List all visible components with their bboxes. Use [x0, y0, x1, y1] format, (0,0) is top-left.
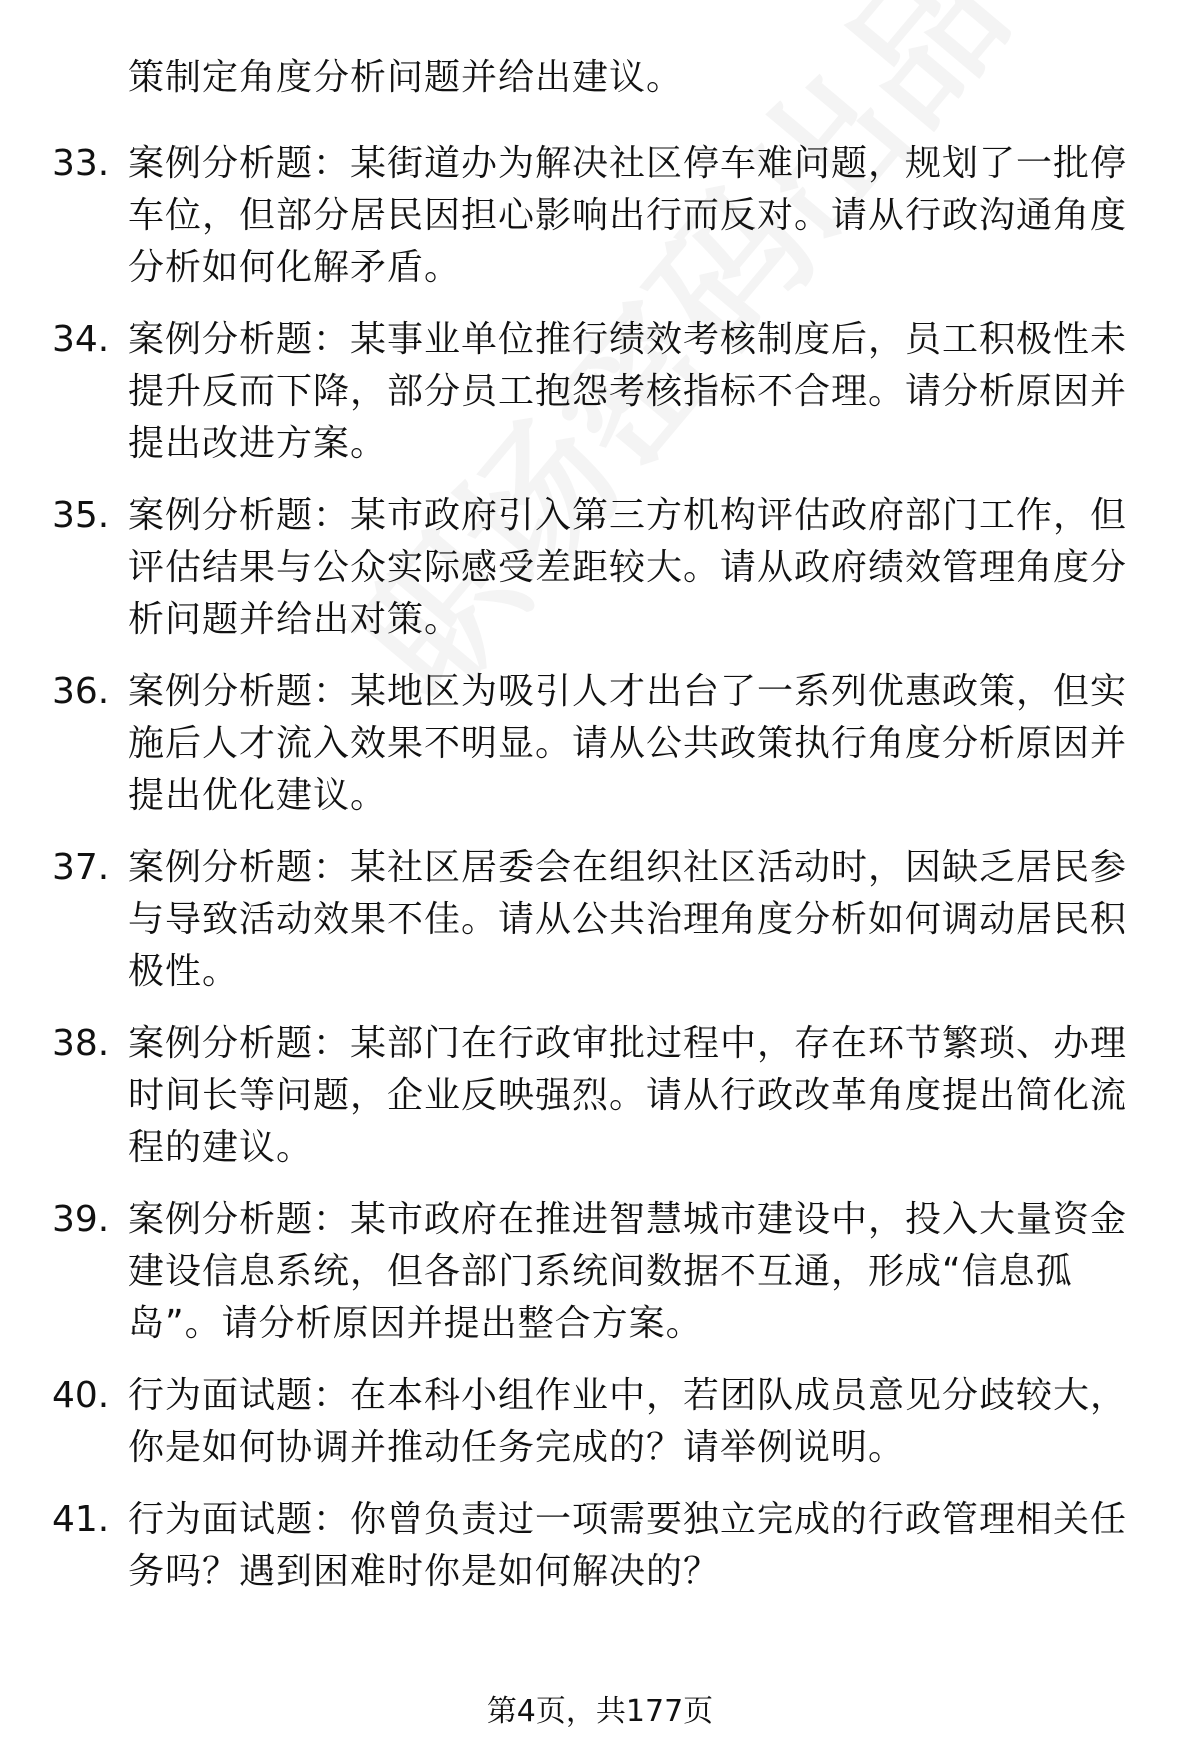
- continuation-text: 策制定角度分析问题并给出建议。: [128, 57, 684, 98]
- question-text: 案例分析题：某事业单位推行绩效考核制度后，员工积极性未提升反而下降，部分员工抱怨考核指标不合理。请分析原因并提出改进方案。: [128, 319, 1128, 464]
- question-item-33: [0, 138, 1200, 294]
- question-text: 案例分析题：某市政府在推进智慧城市建设中，投入大量资金建设信息系统，但各部门系统间数据不互通，形成“信息孤岛”。请分析原因并提出整合方案。: [128, 1199, 1128, 1344]
- page-footer: 第4页，共177页: [486, 1694, 714, 1729]
- question-number: 36.: [52, 671, 110, 712]
- question-text: 行为面试题：在本科小组作业中，若团队成员意见分歧较大，你是如何协调并推动任务完成的？请举例说明。: [128, 1375, 1128, 1468]
- question-number: 41.: [52, 1499, 110, 1540]
- question-item-37: [0, 842, 1200, 998]
- question-text: 案例分析题：某街道办为解决社区停车难问题，规划了一批停车位，但部分居民因担心影响出行而反对。请从行政沟通角度分析如何化解矛盾。: [128, 143, 1128, 288]
- question-text: 行为面试题：你曾负责过一项需要独立完成的行政管理相关任务吗？遇到困难时你是如何解决的？: [128, 1499, 1128, 1592]
- question-number: 35.: [52, 495, 110, 536]
- question-list: [0, 138, 1200, 1618]
- question-number: 34.: [52, 319, 110, 360]
- question-item-34: [0, 314, 1200, 470]
- question-number: 39.: [52, 1199, 110, 1240]
- question-item-40: [0, 1370, 1200, 1474]
- question-item-35: [0, 490, 1200, 646]
- question-number: 37.: [52, 847, 110, 888]
- question-number: 38.: [52, 1023, 110, 1064]
- question-item-38: [0, 1018, 1200, 1174]
- question-item-36: [0, 666, 1200, 822]
- question-number: 40.: [52, 1375, 110, 1416]
- question-item-41: [0, 1494, 1200, 1598]
- question-text: 案例分析题：某部门在行政审批过程中，存在环节繁琐、办理时间长等问题，企业反映强烈。请从行政改革角度提出简化流程的建议。: [128, 1023, 1128, 1168]
- question-text: 案例分析题：某社区居委会在组织社区活动时，因缺乏居民参与导致活动效果不佳。请从公共治理角度分析如何调动居民积极性。: [128, 847, 1128, 992]
- question-text: 案例分析题：某地区为吸引人才出台了一系列优惠政策，但实施后人才流入效果不明显。请从公共政策执行角度分析原因并提出优化建议。: [128, 671, 1128, 816]
- question-text: 案例分析题：某市政府引入第三方机构评估政府部门工作，但评估结果与公众实际感受差距较大。请从政府绩效管理角度分析问题并给出对策。: [128, 495, 1128, 640]
- question-number: 33.: [52, 143, 110, 184]
- question-item-39: [0, 1194, 1200, 1350]
